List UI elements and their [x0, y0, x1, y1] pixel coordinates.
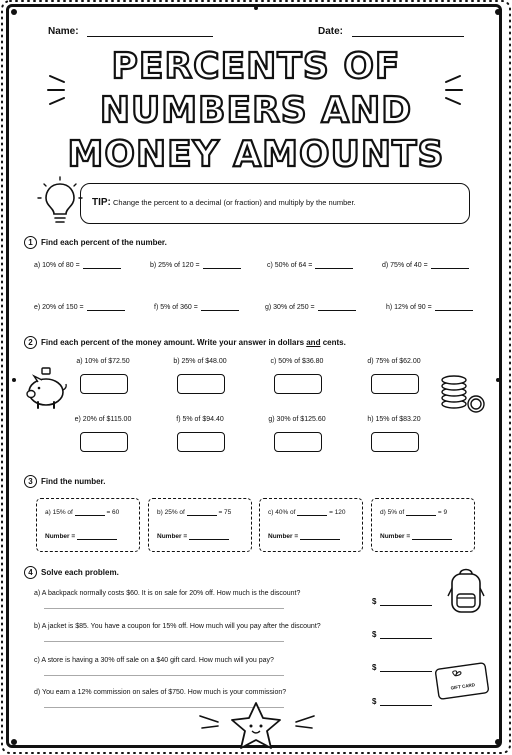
- number-label: Number =: [45, 533, 76, 540]
- s3-problem-d-equation: [380, 509, 447, 516]
- s3-problem-b-equation: [157, 509, 231, 516]
- s3-d-post: = 9: [437, 509, 448, 516]
- s3-problem-d: [371, 498, 475, 552]
- s1-problem-e-text: e) 20% of 150 =: [34, 304, 84, 311]
- work-line[interactable]: [44, 608, 284, 609]
- s3-c-post: = 120: [329, 509, 346, 516]
- lightbulb-icon: [36, 176, 84, 228]
- s3-a-post: = 60: [106, 509, 120, 516]
- number-label: Number =: [157, 533, 188, 540]
- section-2-title-and: and: [306, 338, 321, 347]
- s3-problem-b: [148, 498, 252, 552]
- s2-label-f: f) 5% of $94.40: [176, 416, 224, 423]
- sparkle-lines-right-icon: [434, 70, 464, 110]
- s4-problem-b: b) A jacket is $85. You have a coupon for 15% off. How much will you pay after the discount?: [34, 623, 321, 630]
- sparkle-lines-star-left-icon: [196, 712, 226, 732]
- s3-problem-c-answer: [268, 533, 340, 540]
- s3-b-post: = 75: [218, 509, 232, 516]
- title-line-2: NUMBERS AND: [99, 90, 413, 131]
- s1-problem-c[interactable]: [267, 262, 353, 269]
- section-2-heading: [24, 336, 346, 349]
- answer-line[interactable]: [201, 310, 239, 311]
- name-line[interactable]: [87, 36, 213, 37]
- s3-problem-a-equation: [45, 509, 119, 516]
- answer-line[interactable]: [300, 539, 340, 540]
- s1-problem-g-text: g) 30% of 250 =: [265, 304, 315, 311]
- s3-problem-a-answer: [45, 533, 117, 540]
- section-2-number: 2: [24, 336, 37, 349]
- s2-label-a: a) 10% of $72.50: [76, 358, 130, 365]
- work-line[interactable]: [44, 641, 284, 642]
- date-field[interactable]: [318, 26, 464, 37]
- s1-problem-b[interactable]: [150, 262, 241, 269]
- blank-line[interactable]: [406, 515, 436, 516]
- title-line-3: MONEY AMOUNTS: [67, 134, 445, 175]
- s3-c-pre: c) 40% of: [268, 509, 296, 516]
- dollar-sign: $: [372, 630, 377, 639]
- s1-problem-f-text: f) 5% of 360 =: [154, 304, 198, 311]
- s1-problem-a-text: a) 10% of 80 =: [34, 262, 80, 269]
- answer-line[interactable]: [380, 638, 432, 639]
- answer-line[interactable]: [203, 268, 241, 269]
- section-2-title-pre: Find each percent of the money amount. Write your answer in dollars: [41, 338, 307, 347]
- answer-line[interactable]: [318, 310, 356, 311]
- s2-label-g: g) 30% of $125.60: [268, 416, 326, 423]
- tip-body: Change the percent to a decimal (or fraction) and multiply by the number.: [112, 198, 356, 207]
- answer-line[interactable]: [83, 268, 121, 269]
- name-field[interactable]: [48, 26, 213, 37]
- tip-text: [92, 197, 356, 208]
- s1-problem-c-text: c) 50% of 64 =: [267, 262, 313, 269]
- s2-label-c: c) 50% of $36.80: [270, 358, 324, 365]
- sparkle-lines-left-icon: [46, 70, 76, 110]
- s1-problem-g[interactable]: [265, 304, 356, 311]
- piggy-bank-icon: [22, 364, 70, 414]
- backpack-icon: [444, 566, 488, 618]
- number-label: Number =: [268, 533, 299, 540]
- answer-line[interactable]: [435, 310, 473, 311]
- s4-answer-a[interactable]: [372, 597, 432, 606]
- s2-answer-box-c[interactable]: [274, 374, 322, 394]
- s2-answer-box-f[interactable]: [177, 432, 225, 452]
- s1-problem-b-text: b) 25% of 120 =: [150, 262, 200, 269]
- s4-answer-c[interactable]: [372, 663, 432, 672]
- answer-line[interactable]: [189, 539, 229, 540]
- number-label: Number =: [380, 533, 411, 540]
- s2-answer-box-b[interactable]: [177, 374, 225, 394]
- section-4-title: Solve each problem.: [41, 568, 119, 577]
- s1-problem-f[interactable]: [154, 304, 239, 311]
- s3-problem-d-answer: [380, 533, 452, 540]
- section-2-title-post: cents.: [320, 338, 346, 347]
- s4-problem-c: c) A store is having a 30% off sale on a $40 gift card. How much will you pay?: [34, 657, 274, 664]
- s2-label-h: h) 15% of $83.20: [367, 416, 421, 423]
- answer-line[interactable]: [380, 705, 432, 706]
- answer-line[interactable]: [380, 605, 432, 606]
- s3-problem-b-answer: [157, 533, 229, 540]
- s1-problem-d[interactable]: [382, 262, 469, 269]
- s1-problem-a[interactable]: [34, 262, 121, 269]
- answer-line[interactable]: [380, 671, 432, 672]
- sparkle-lines-star-right-icon: [288, 712, 318, 732]
- s2-answer-box-e[interactable]: [80, 432, 128, 452]
- s3-b-pre: b) 25% of: [157, 509, 185, 516]
- s4-answer-d[interactable]: [372, 697, 432, 706]
- s2-answer-box-a[interactable]: [80, 374, 128, 394]
- s1-problem-h-text: h) 12% of 90 =: [386, 304, 432, 311]
- section-4-number: 4: [24, 566, 37, 579]
- section-3-number: 3: [24, 475, 37, 488]
- s1-problem-e[interactable]: [34, 304, 125, 311]
- blank-line[interactable]: [187, 515, 217, 516]
- section-3-title: Find the number.: [41, 477, 106, 486]
- s1-problem-d-text: d) 75% of 40 =: [382, 262, 428, 269]
- s2-label-b: b) 25% of $48.00: [173, 358, 227, 365]
- title-line-1: PERCENTS OF: [111, 46, 401, 87]
- date-label: Date:: [318, 26, 344, 37]
- s2-answer-box-g[interactable]: [274, 432, 322, 452]
- blank-line[interactable]: [297, 515, 327, 516]
- name-label: Name:: [48, 26, 79, 37]
- answer-line[interactable]: [431, 268, 469, 269]
- date-line[interactable]: [352, 36, 464, 37]
- section-4-heading: [24, 566, 119, 579]
- smiling-star-icon: [228, 700, 284, 752]
- answer-line[interactable]: [77, 539, 117, 540]
- work-line[interactable]: [44, 675, 284, 676]
- section-1-title: Find each percent of the number.: [41, 238, 167, 247]
- answer-line[interactable]: [87, 310, 125, 311]
- s3-d-pre: d) 5% of: [380, 509, 405, 516]
- s3-a-pre: a) 15% of: [45, 509, 73, 516]
- section-1-number: 1: [24, 236, 37, 249]
- dollar-sign: $: [372, 597, 377, 606]
- s2-answer-box-d[interactable]: [371, 374, 419, 394]
- coin-stack-icon: [436, 374, 488, 414]
- s4-answer-b[interactable]: [372, 630, 432, 639]
- tip-label: TIP:: [92, 197, 111, 208]
- dollar-sign: $: [372, 663, 377, 672]
- dollar-sign: $: [372, 697, 377, 706]
- s3-problem-a: [36, 498, 140, 552]
- section-1-heading: [24, 236, 167, 249]
- s3-problem-c-equation: [268, 509, 346, 516]
- gift-card-label: GIFT CARD: [450, 682, 476, 691]
- s2-answer-box-h[interactable]: [371, 432, 419, 452]
- s1-problem-h[interactable]: [386, 304, 473, 311]
- section-2-title: [41, 338, 346, 347]
- answer-line[interactable]: [412, 539, 452, 540]
- answer-line[interactable]: [315, 268, 353, 269]
- s3-problem-c: [259, 498, 363, 552]
- section-3-heading: [24, 475, 105, 488]
- s2-label-d: d) 75% of $62.00: [367, 358, 421, 365]
- s4-problem-d: d) You earn a 12% commission on sales of $750. How much is your commission?: [34, 689, 287, 696]
- s2-label-e: e) 20% of $115.00: [74, 416, 132, 423]
- blank-line[interactable]: [75, 515, 105, 516]
- s4-problem-a: a) A backpack normally costs $60. It is on sale for 20% off. How much is the discount?: [34, 590, 301, 597]
